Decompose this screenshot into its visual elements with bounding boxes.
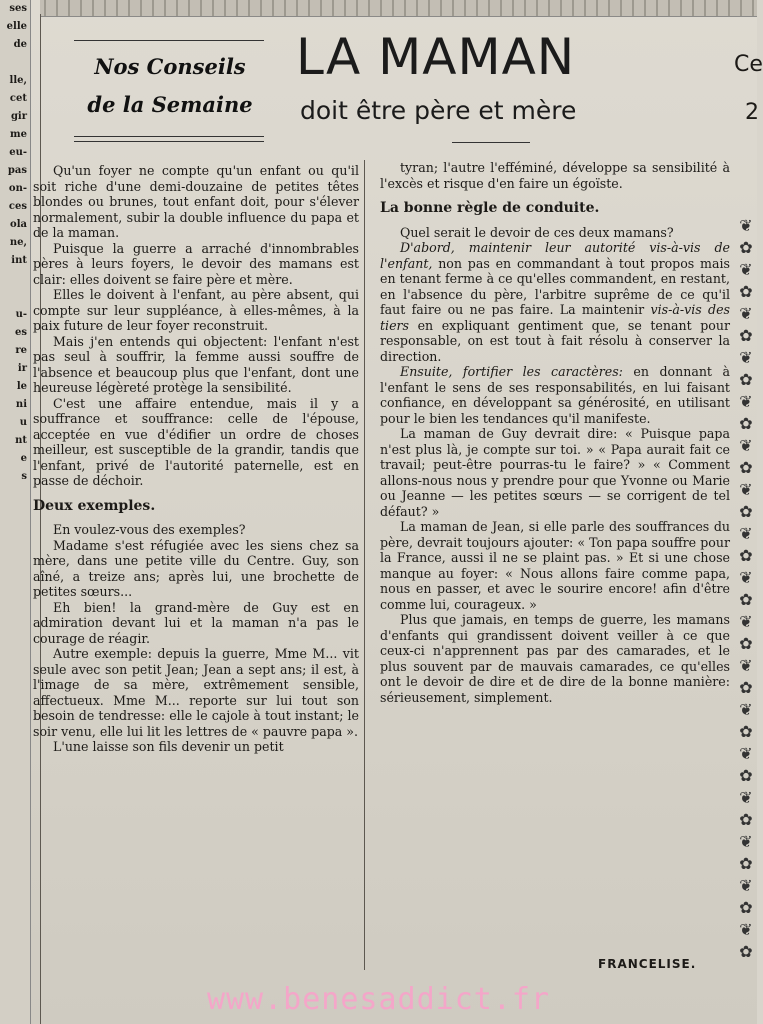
clipped-word: gir <box>10 111 27 122</box>
clipped-word: on- <box>8 183 27 194</box>
author-signature: FRANCELISE. <box>598 957 697 971</box>
clipped-word: s <box>21 471 27 482</box>
clipped-word: ne, <box>9 237 27 248</box>
clipped-word: nt <box>15 435 27 446</box>
clipped-word: eu- <box>9 147 27 158</box>
clipped-word: ni <box>15 399 27 410</box>
article-column-2 <box>380 160 730 705</box>
paragraph: La maman de Guy devrait dire: « Puisque papa n'est plus là, je compte sur toi. » « Papa aurait fait ce travail; peut-être pourras-tu le faire? » « Comment allons-nous nous y prendre pour que Yvonne ou Marie ou Jeanne — les petites sœurs — se corrigent de tel défaut? » <box>380 426 730 519</box>
heading-rule-top <box>74 40 264 41</box>
text-run: en expliquant gentiment que, se tenant pour responsable, on est tout à fait résolu à conserver la direction. <box>380 317 730 364</box>
decorative-vine-border: ❦ ✿ ❦ ✿ ❦ ✿ ❦ ✿ ❦ ✿ ❦ ✿ ❦ ✿ ❦ ✿ ❦ ✿ ❦ ✿ ❦ ✿ ❦ ✿ ❦ ✿ ❦ ✿ ❦ ✿ ❦ ✿ ❦ ✿ <box>739 216 753 961</box>
clipped-word <box>0 288 30 306</box>
heading-rule-bottom <box>74 136 264 137</box>
section-kicker <box>72 48 268 124</box>
site-watermark: www.benesaddict.fr <box>206 982 551 1017</box>
subheading-examples: Deux exemples. <box>33 497 156 514</box>
paragraph: Plus que jamais, en temps de guerre, les mamans d'enfants qui grandissent doivent veiller à ce que ceux-ci n'apprennent pas par des camarades, et le plus souvent par de mauvais camarades, ce qu'elles ont le devoir de dire et de dire de la bonne manière: sérieusement, simplement. <box>380 612 730 705</box>
text-run: non pas en commandant à tout propos mais en tenant ferme à ce qu'elles commandent, en restant, en l'absence du père, l'arbitre suprême de ce qu'il faut faire ou ne pas faire. La maintenir <box>380 255 730 317</box>
emphasis: Ensuite, fortifier les caractères: <box>400 364 623 379</box>
left-clipped-column <box>0 0 31 1024</box>
heading-rule-bottom-2 <box>74 141 264 142</box>
clipped-word: ir <box>17 363 27 374</box>
subheading-rule: La bonne règle de conduite. <box>380 200 600 216</box>
paragraph: Elles le doivent à l'enfant, au père absent, qui compte sur leur suppléance, à elles-mêmes, à la paix future de leur foyer reconstruit. <box>33 287 359 333</box>
article-title: LA MAMAN <box>296 28 576 86</box>
clipped-word: u <box>19 417 27 428</box>
paragraph: Madame s'est réfugiée avec les siens chez sa mère, dans une petite ville du Centre. Guy, son aîné, a treize ans; après lui, une brochette de petites sœurs... <box>33 537 359 599</box>
paragraph: L'une laisse son fils devenir un petit <box>53 739 284 754</box>
clipped-word: re <box>15 345 27 356</box>
paragraph: La maman de Jean, si elle parle des souffrances du père, devrait toujours ajouter: « Ton papa souffre pour la France, aussi il ne se plaint pas. » Et si une chose manque au foyer: « Nous allons faire comme papa, nous en passer, et avec le sourire encore! afin d'être comme lui, courageux. » <box>380 519 730 612</box>
clipped-word: de <box>13 39 27 50</box>
clipped-word: elle <box>6 21 27 32</box>
paragraph: En voulez-vous des exemples? <box>53 522 246 537</box>
paragraph: tyran; l'autre l'efféminé, développe sa sensibilité à l'excès et risque d'en faire un égoïste. <box>380 160 730 191</box>
clipped-word: ces <box>8 201 27 212</box>
paragraph: Mais j'en entends qui objectent: l'enfant n'est pas seul à souffrir, la femme aussi souffre de l'absence et beaucoup plus que l'enfant, dont une heureuse légèreté protège la sensibilité. <box>33 333 359 395</box>
decorative-top-border <box>40 0 757 17</box>
clipped-word: pas <box>7 165 27 176</box>
paragraph <box>380 240 730 364</box>
clipped-word: int <box>11 255 27 266</box>
text-run: en donnant à l'enfant le sens de ses responsabilités, en lui faisant confiance, en développant sa générosité, en utilisant pour le bien les tendances qu'il manifeste. <box>380 364 730 426</box>
paragraph: Autre exemple: depuis la guerre, Mme M... vit seule avec son petit Jean; Jean a sept ans; il est, à l'image de sa mère, extrêmement sensible, affectueux. Mme M... reporte sur lui tout son besoin de tendresse: elle le cajole à tout instant; le soir venu, elle lui lit les lettres de « pauvre papa ». <box>33 646 359 739</box>
paragraph <box>380 364 730 426</box>
paragraph: Puisque la guerre a arraché d'innombrables pères à leurs foyers, le devoir des mamans est clair: elles doivent se faire père et mère. <box>33 240 359 287</box>
subtitle-underline <box>452 142 530 143</box>
column-rule-middle <box>364 160 365 970</box>
emphasis: D'abord, maintenir leur autorité vis-à-vis de l'enfant, <box>380 240 730 271</box>
clipped-word: es <box>15 327 27 338</box>
paragraph: C'est une affaire entendue, mais il y a souffrance et souffrance: celle de l'épouse, acceptée en vue d'édifier un ordre de choses meilleur, est susceptible de la grandir, tandis que l'enfant, privé de l'autorité paternelle, est en passe de déchoir. <box>33 395 359 488</box>
kicker-line-1: Nos Conseils <box>94 54 246 79</box>
article-subtitle: doit être père et mère <box>300 96 577 125</box>
clipped-word: e <box>20 453 27 464</box>
paragraph: Qu'un foyer ne compte qu'un enfant ou qu'il soit riche d'une demi-douzaine de petites têtes blondes ou brunes, tout enfant doit, pour s'élever normalement, subir la double influence du papa et de la maman. <box>33 163 359 240</box>
clipped-word: lle, <box>9 75 27 86</box>
clipped-word <box>0 54 30 72</box>
kicker-line-2: de la Semaine <box>87 92 253 117</box>
clipped-word: ses <box>9 3 27 14</box>
emphasis: vis-à-vis des tiers <box>380 302 730 333</box>
paragraph: Quel serait le devoir de ces deux mamans? <box>400 224 674 240</box>
clipped-right-text: Ce <box>734 52 763 77</box>
clipped-word: cet <box>9 93 27 104</box>
clipped-word: u- <box>15 309 27 320</box>
clipped-word: ola <box>10 219 27 230</box>
paragraph: Eh bien! la grand-mère de Guy est en admiration devant lui et la maman n'a pas le courage de réagir. <box>33 599 359 646</box>
clipped-word: me <box>10 129 27 140</box>
clipped-word: le <box>16 381 27 392</box>
clipped-right-number: 2 <box>745 100 759 125</box>
article-column-1 <box>33 163 359 755</box>
clipped-word <box>0 270 30 288</box>
